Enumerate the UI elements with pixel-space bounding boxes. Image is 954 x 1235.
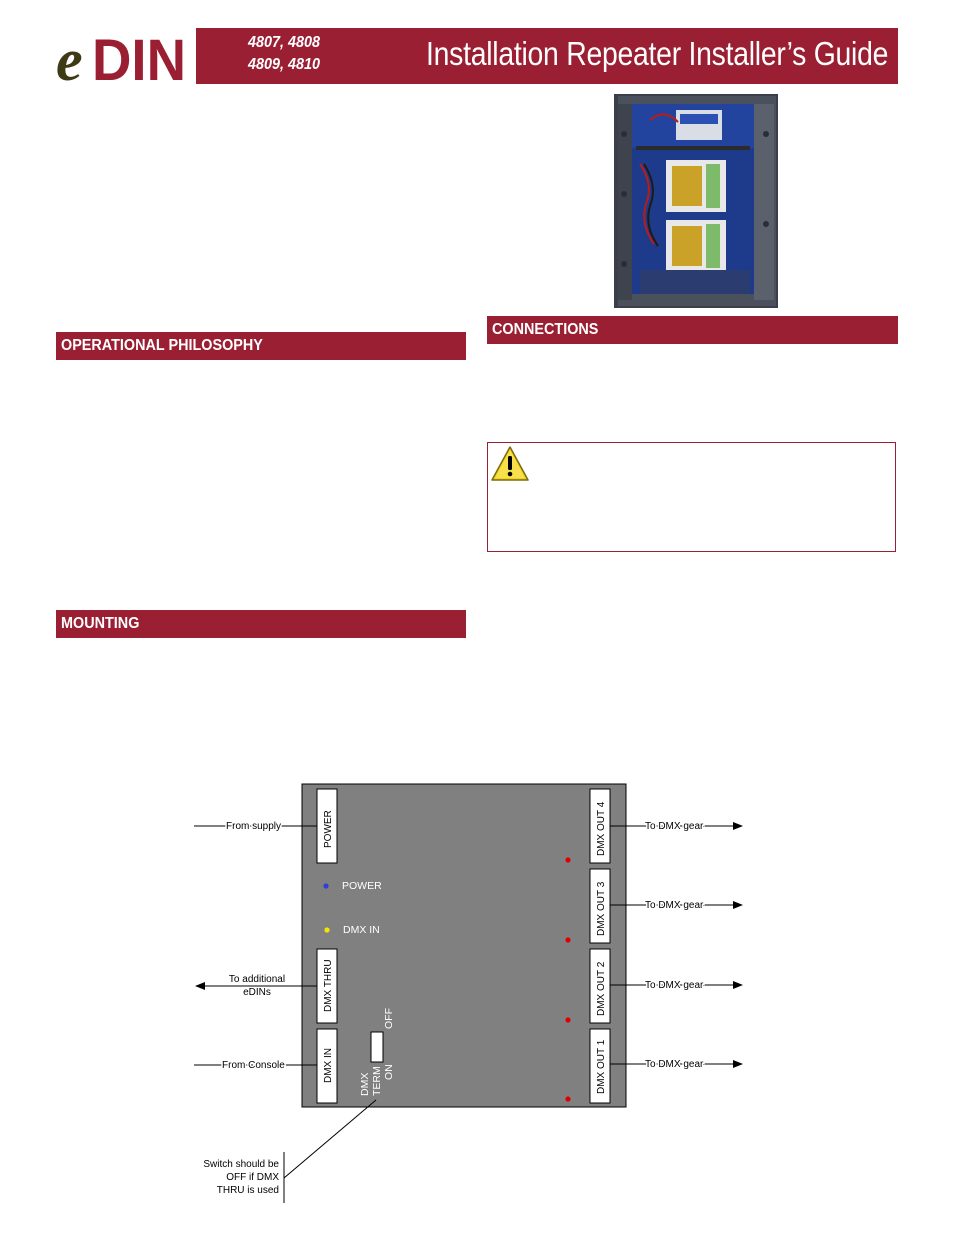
section-connections <box>487 316 898 344</box>
section-connections-title: CONNECTIONS <box>492 321 599 338</box>
model-numbers <box>248 32 356 76</box>
repeater-panel <box>302 784 626 1107</box>
switch-on-label: ON <box>383 1064 395 1080</box>
out-1-led <box>565 1096 570 1101</box>
port-dmx-out-4-label: DMX OUT 4 <box>596 801 607 856</box>
label-from-supply: From supply <box>226 821 282 832</box>
page-title: Installation Repeater Installer’s Guide <box>426 35 889 72</box>
power-led-label: POWER <box>342 880 382 892</box>
port-power-label: POWER <box>323 810 334 848</box>
switch-term-label: TERM <box>371 1066 383 1096</box>
dmx-in-led <box>324 927 329 932</box>
port-dmx-out-2-label: DMX OUT 2 <box>596 961 607 1016</box>
port-dmx-out-3-label: DMX OUT 3 <box>596 881 607 936</box>
section-mounting <box>56 610 466 638</box>
port-dmx-out-1-label: DMX OUT 1 <box>596 1039 607 1094</box>
label-to-additional-1: To additional <box>228 974 286 985</box>
port-dmx-thru-label: DMX THRU <box>323 959 334 1012</box>
port-dmx-in-label: DMX IN <box>323 1048 334 1083</box>
wiring-diagram <box>190 780 760 1210</box>
label-to-dmx-gear-4: To DMX gear <box>645 821 704 832</box>
line-switch-note <box>284 1100 376 1178</box>
out-4-led <box>565 857 570 862</box>
logo-din-letters: DIN <box>92 28 186 84</box>
note-switch-line-3: THRU is used <box>216 1185 279 1196</box>
label-to-dmx-gear-3: To DMX gear <box>645 900 704 911</box>
out-2-led <box>565 1017 570 1022</box>
label-from-console: From Console <box>222 1060 285 1071</box>
out-3-led <box>565 937 570 942</box>
edin-logo <box>56 28 188 84</box>
section-mounting-title: MOUNTING <box>61 615 140 632</box>
switch-dmx-label: DMX <box>359 1072 371 1096</box>
label-to-additional-2: eDINs <box>243 987 271 998</box>
logo-e-letter: e <box>56 28 83 84</box>
switch-off-label: OFF <box>383 1008 395 1029</box>
note-switch-line-1: Switch should be <box>203 1159 279 1170</box>
warning-box <box>487 442 896 552</box>
models-line-2: 4809, 4810 <box>248 56 321 73</box>
dmx-term-switch <box>371 1032 383 1062</box>
label-to-dmx-gear-2: To DMX gear <box>645 980 704 991</box>
product-photo <box>610 94 780 308</box>
section-operational-philosophy <box>56 332 466 360</box>
models-line-1: 4807, 4808 <box>248 34 321 51</box>
label-to-dmx-gear-1: To DMX gear <box>645 1059 704 1070</box>
note-switch-line-2: OFF if DMX <box>226 1172 279 1183</box>
section-operational-philosophy-title: OPERATIONAL PHILOSOPHY <box>61 337 263 354</box>
power-led <box>323 883 328 888</box>
dmx-in-led-label: DMX IN <box>343 924 380 936</box>
warning-triangle-icon <box>490 445 530 483</box>
